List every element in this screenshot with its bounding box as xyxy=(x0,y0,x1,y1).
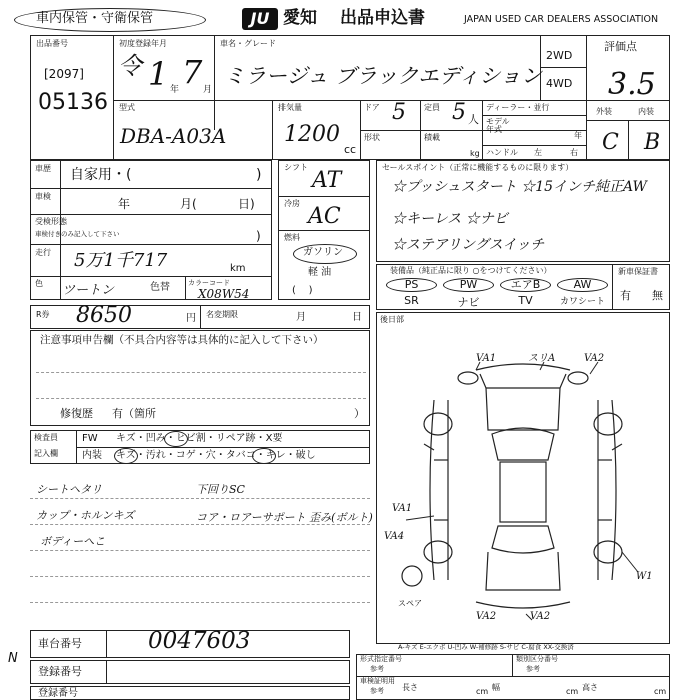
color-label: 色 xyxy=(35,279,43,288)
front-grille xyxy=(480,374,566,388)
equipment-aw: AW xyxy=(557,278,608,292)
windshield xyxy=(492,428,554,460)
checker-row2-tag: 内装 xyxy=(82,450,102,461)
rear-bumper xyxy=(476,602,570,608)
fuel-diesel: 軽 油 xyxy=(308,267,332,278)
fuel-paren: ( ) xyxy=(292,285,313,296)
right-outline xyxy=(612,400,616,580)
shape-number-label: 形式指定番号 xyxy=(360,655,402,663)
chassis-value: 0047603 xyxy=(148,628,251,654)
repair-label: 修復歴 xyxy=(60,407,93,420)
warranty-no: 無 xyxy=(652,289,663,302)
sales-point-line-1: ☆プッシュスタート ☆15インチ純正AW xyxy=(392,179,647,195)
history-value: 自家用・( xyxy=(70,167,132,183)
mark-va2-rear-2: VA2 xyxy=(530,611,551,622)
sales-points-label: セールスポイント（正常に機能するものに限ります） xyxy=(382,163,574,172)
left-outline xyxy=(430,400,434,580)
equipment-label: 装備品（純正品に限り ○をつけてください） xyxy=(390,266,552,275)
exterior-value: C xyxy=(602,130,619,155)
model-label: 車名・グレード xyxy=(220,39,276,48)
reg-label: 登録番号 xyxy=(38,665,82,678)
receiver-label: 受検形態 xyxy=(35,217,67,226)
length-label: 長さ xyxy=(402,683,418,692)
left-mirror xyxy=(424,444,434,450)
registration-year: 1 xyxy=(148,55,169,93)
capacity-value: 5 xyxy=(452,100,466,125)
storage-text: 車内保管・守衛保管 xyxy=(36,11,154,26)
capacity-unit: 人 xyxy=(468,113,479,126)
class-number-sub: 参考 xyxy=(526,665,540,673)
displacement-label: 排気量 xyxy=(278,103,302,112)
displacement-value: 1200 xyxy=(284,122,340,147)
handle-right: 右 xyxy=(570,148,578,157)
width-unit: cm xyxy=(566,687,579,696)
front-bumper xyxy=(476,364,570,370)
registration-label: 初度登録年月 xyxy=(119,39,167,48)
fuel-gas: ガソリン xyxy=(303,247,343,258)
registration-era: 令 xyxy=(118,52,142,80)
equipment-sr: SR xyxy=(404,294,419,307)
name-change-label: 名変期限 xyxy=(206,310,238,319)
grade-label: 評価点 xyxy=(604,40,637,53)
cert-label: 車検証明用 xyxy=(360,677,395,685)
handle-left: 左 xyxy=(534,148,542,157)
grade-value: 3.5 xyxy=(608,67,656,102)
equipment-seat: カワシート xyxy=(559,297,605,307)
history-label: 車歴 xyxy=(35,164,51,173)
color-code-value: X08W54 xyxy=(198,287,250,301)
equipment-pw: PW xyxy=(443,278,494,292)
mileage-value: 5万1千717 xyxy=(74,250,168,271)
warranty-yes: 有 xyxy=(620,289,631,302)
shift-label: シフト xyxy=(284,163,308,172)
type-value: DBA-A03A xyxy=(120,124,227,148)
name-change-month: 月 xyxy=(296,312,306,323)
inspector-note-2: カップ・ホルンキズ xyxy=(36,509,135,522)
history-close: ) xyxy=(256,167,262,183)
recycle-value: 8650 xyxy=(76,303,132,328)
registration-year-suffix: 年 xyxy=(170,85,180,95)
drive-2wd: 2WD xyxy=(546,49,573,62)
shape-label: 形状 xyxy=(364,133,380,142)
doors-label: ドア xyxy=(364,103,380,112)
equipment-ps: PS xyxy=(386,278,437,292)
class-number-label: 類別区分番号 xyxy=(516,655,558,663)
cert-sub: 参考 xyxy=(370,687,384,695)
glass-label: 後日部 xyxy=(380,315,404,324)
inspector-note-4: 下回りSC xyxy=(196,483,245,496)
equipment-navi: ナビ xyxy=(457,296,480,309)
right-headlight xyxy=(568,372,588,384)
inspector-note-1: シートヘタリ xyxy=(36,483,102,496)
fuel-label: 燃料 xyxy=(284,233,300,242)
warranty-label: 新車保証書 xyxy=(618,267,658,276)
handle-label: ハンドル xyxy=(486,148,518,157)
repair-close: ） xyxy=(354,407,365,420)
receiver-close: ) xyxy=(256,229,261,243)
width-label: 幅 xyxy=(492,683,500,692)
load-unit: kg xyxy=(470,149,480,158)
left-headlight xyxy=(458,372,478,384)
inspection-month: 月( xyxy=(180,197,197,211)
inspector-note-5: コア・ロアーサポート 歪み(ボルト) xyxy=(196,511,373,524)
color-code-label: カラーコード xyxy=(188,279,230,287)
trunk xyxy=(486,552,560,590)
association-name: JAPAN USED CAR DEALERS ASSOCIATION xyxy=(464,14,659,25)
checker-label-2: 記入欄 xyxy=(34,449,58,458)
dealer-label: ディーラー・並行 xyxy=(486,103,550,112)
inspection-year: 年 xyxy=(118,197,131,211)
circle-mark-3 xyxy=(252,448,276,464)
hood xyxy=(486,388,560,430)
logo: JU xyxy=(242,8,278,30)
inspection-label: 車検 xyxy=(35,192,51,201)
mark-va2-rear: VA2 xyxy=(476,611,497,622)
model-value: ミラージュ ブラックエディション xyxy=(224,64,542,88)
checker-label-1: 検査員 xyxy=(34,433,58,442)
registration-month-suffix: 月 xyxy=(203,85,213,95)
mileage-label: 走行 xyxy=(35,248,51,257)
org-name: 愛知 xyxy=(283,8,317,28)
notes-label: 注意事項申告欄（不具合内容等は具体的に記入して下さい） xyxy=(40,334,324,346)
name-change-day: 日 xyxy=(352,312,362,323)
capacity-label: 定員 xyxy=(424,103,440,112)
right-mirror xyxy=(612,444,622,450)
mark-va4-side: VA4 xyxy=(384,531,405,542)
equipment-tv: TV xyxy=(518,294,533,307)
type-label: 型式 xyxy=(119,103,135,112)
model-year-label: モデル 年式 xyxy=(486,117,510,134)
exterior-label: 外装 xyxy=(596,107,612,116)
paint-label: 色替 xyxy=(150,282,170,293)
registration-month: 7 xyxy=(182,53,203,91)
recycle-label: R券 xyxy=(36,310,50,319)
doors-value: 5 xyxy=(392,100,406,125)
interior-value: B xyxy=(644,130,661,155)
lot-number: 05136 xyxy=(38,90,108,115)
car-diagram xyxy=(376,340,670,640)
checker-row1-items: キズ・凹み・ヒビ割・リペア跡・X要 xyxy=(116,433,283,444)
rear-window xyxy=(492,526,554,553)
mark-w1-right: W1 xyxy=(636,571,653,582)
aircon-label: 冷房 xyxy=(284,199,300,208)
inspector-note-3: ボディーへこ xyxy=(40,535,106,548)
mark-suri-front: スリA xyxy=(528,353,556,364)
mark-va1-side: VA1 xyxy=(392,503,413,514)
lot-sub-number: [2097] xyxy=(44,67,84,81)
lot-label: 出品番号 xyxy=(36,39,68,48)
equipment-airbag: エアB xyxy=(500,278,551,292)
drive-4wd: 4WD xyxy=(546,77,573,90)
receiver-note: 車検付きのみ記入して下さい xyxy=(35,230,120,238)
equipment-row2 xyxy=(386,294,608,308)
shift-value: AT xyxy=(312,168,342,193)
mileage-unit: km xyxy=(230,263,246,274)
record-label: 登録番号 xyxy=(38,688,78,699)
displacement-unit: cc xyxy=(344,143,357,156)
aircon-value: AC xyxy=(308,204,341,229)
height-label: 高さ xyxy=(582,683,598,692)
equipment-row1 xyxy=(386,278,608,292)
height-unit: cm xyxy=(654,687,667,696)
interior-label: 内装 xyxy=(638,107,654,116)
circle-mark-2 xyxy=(114,448,138,464)
mark-va1-front: VA1 xyxy=(476,353,497,364)
model-year-suffix: 年 xyxy=(574,131,582,140)
inspection-day: 日) xyxy=(238,197,255,211)
legend-text: A-キズ E-エクボ U-凹み W-補修跡 S-サビ C-腐食 XX-交換済 xyxy=(398,643,574,651)
form-title: 出品申込書 xyxy=(340,8,425,28)
sales-point-line-2: ☆キーレス ☆ナビ xyxy=(392,211,508,227)
sales-point-line-3: ☆ステアリングスイッチ xyxy=(392,237,545,253)
margin-mark: N xyxy=(8,651,18,666)
chassis-label: 車台番号 xyxy=(38,637,82,650)
spare-wheel xyxy=(402,566,422,586)
mark-va2-front: VA2 xyxy=(584,353,605,364)
record-box xyxy=(30,686,350,700)
load-label: 積載 xyxy=(424,133,440,142)
recycle-unit: 円 xyxy=(186,313,196,324)
repair-value: 有（箇所 xyxy=(112,407,156,420)
checker-row1-tag: FW xyxy=(82,433,98,444)
spare-label: スペア xyxy=(398,599,422,608)
circle-mark-1 xyxy=(164,431,188,447)
roof xyxy=(500,462,546,522)
shape-number-sub: 参考 xyxy=(370,665,384,673)
length-unit: cm xyxy=(476,687,489,696)
cert-box xyxy=(356,654,670,700)
color-value: ツートン xyxy=(62,283,115,298)
checker-row2-items: キズ・汚れ・コゲ・穴・タバコ・キレ・破し xyxy=(116,450,316,461)
